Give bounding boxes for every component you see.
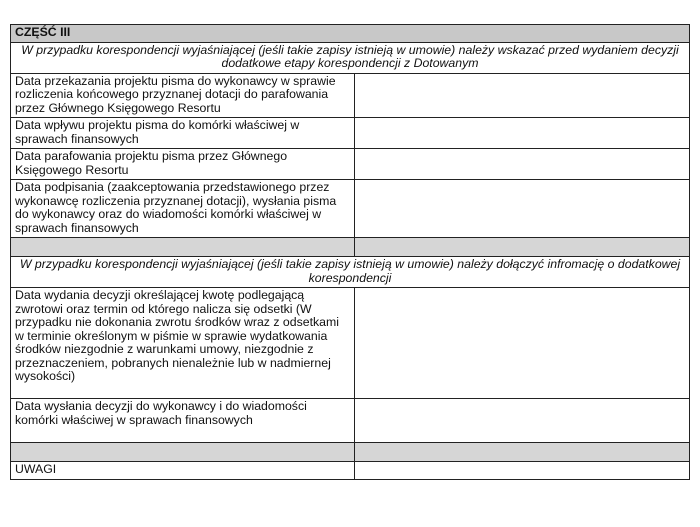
table-row (11, 73, 690, 118)
remarks-label: UWAGI (11, 462, 355, 480)
row-value-field[interactable] (355, 118, 690, 149)
row-value-field[interactable] (355, 399, 690, 443)
gray-spacer-cell (11, 443, 355, 462)
row-value-field[interactable] (355, 180, 690, 238)
row-value-field[interactable] (355, 73, 690, 118)
note-text: W przypadku korespondencji wyjaśniającej (jeśli takie zapisy istnieją w umowie) należy dołączyć infromację o dodatkowej korespondencji (11, 257, 690, 288)
table-row (11, 180, 690, 238)
table-row (11, 149, 690, 180)
gray-spacer-row (11, 238, 690, 257)
row-label: Data wysłania decyzji do wykonawcy i do wiadomości komórki właściwej w sprawach finansowych (11, 399, 355, 443)
table-row (11, 118, 690, 149)
row-label: Data wpływu projektu pisma do komórki właściwej w sprawach finansowych (11, 118, 355, 149)
row-value-field[interactable] (355, 149, 690, 180)
note-row (11, 257, 690, 288)
form-table (10, 24, 690, 480)
remarks-row (11, 462, 690, 480)
note-row (11, 42, 690, 73)
row-label: Data przekazania projektu pisma do wykonawcy w sprawie rozliczenia końcowego przyznanej dotacji do parafowania przez Głównego Księgowego Resortu (11, 73, 355, 118)
remarks-field[interactable] (355, 462, 690, 480)
note-text: W przypadku korespondencji wyjaśniającej (jeśli takie zapisy istnieją w umowie) należy wskazać przed wydaniem decyzji dodatkowe etapy korespondencji z Dotowanym (11, 42, 690, 73)
row-label: Data wydania decyzji określającej kwotę podlegającą zwrotowi oraz termin od którego nalicza się odsetki (W przypadku nie dokonania zwrotu środków wraz z odsetkami w terminie określonym w piśmie w sprawie wydatkowania środków niezgodnie z warunkami umowy, niezgodnie z przeznaczeniem, pobranych nienależnie lub w nadmiernej wysokości) (11, 288, 355, 399)
section-header-row (11, 25, 690, 43)
row-value-field[interactable] (355, 288, 690, 399)
table-row (11, 288, 690, 399)
row-label: Data parafowania projektu pisma przez Głównego Księgowego Resortu (11, 149, 355, 180)
table-row (11, 399, 690, 443)
gray-spacer-cell (11, 238, 355, 257)
gray-spacer-cell (355, 443, 690, 462)
row-label: Data podpisania (zaakceptowania przedstawionego przez wykonawcę rozliczenia przyznanej dotacji), wysłania pisma do wykonawcy oraz do wiadomości komórki właściwej w sprawach finansowych (11, 180, 355, 238)
section-header: CZĘŚĆ III (11, 25, 690, 43)
gray-spacer-row (11, 443, 690, 462)
gray-spacer-cell (355, 238, 690, 257)
